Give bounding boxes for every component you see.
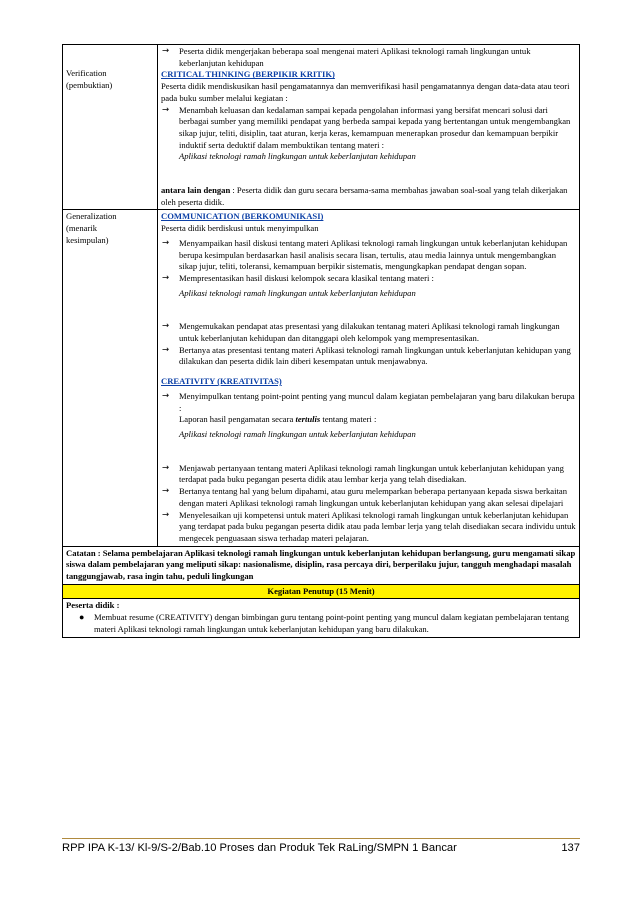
communication-heading: COMMUNICATION (BERKOMUNIKASI) bbox=[161, 211, 324, 222]
list-item bbox=[161, 391, 576, 441]
list-item-text: Mengemukakan pendapat atas presentasi yang dilakukan tentanag materi Aplikasi teknologi ramah lingkungan untuk keberlanjutan kehidupan dan ditanggapi oleh kelompok yang mempresentasikan. bbox=[179, 321, 560, 344]
generalization-label: Generalization (menarik kesimpulan) bbox=[66, 211, 117, 245]
list-item bbox=[161, 273, 576, 285]
peserta-label: Peserta didik : bbox=[66, 600, 120, 611]
topic-text: Aplikasi teknologi ramah lingkungan untuk keberlanjutan kehidupan bbox=[179, 287, 416, 298]
table-row bbox=[63, 584, 580, 599]
verification-content-cell bbox=[158, 45, 580, 210]
lesson-plan-table bbox=[62, 44, 580, 638]
table-row bbox=[63, 546, 580, 584]
topic-text: Aplikasi teknologi ramah lingkungan untuk keberlanjutan kehidupan bbox=[179, 428, 416, 439]
arrow-icon: → bbox=[162, 104, 170, 115]
table-row bbox=[63, 210, 580, 546]
penutup-heading: Kegiatan Penutup (15 Menit) bbox=[63, 584, 580, 599]
list-item bbox=[161, 486, 576, 509]
catatan-note: Catatan : Selama pembelajaran Aplikasi teknologi ramah lingkungan untuk keberlanjutan kehidupan berlangsung, guru mengamati sikap siswa dalam pembelajaran yang meliputi sikap: nasionalisme, disiplin, rasa percaya diri, berperilaku jujur, tangguh menghadapi masalah tanggungjawab, rasa ingin tahu, peduli lingkungan bbox=[63, 546, 580, 584]
arrow-icon: → bbox=[162, 272, 170, 283]
arrow-icon: → bbox=[162, 509, 170, 520]
arrow-icon: → bbox=[162, 237, 170, 248]
list-item bbox=[161, 46, 576, 69]
communication-text: Peserta didik berdiskusi untuk menyimpulkan bbox=[161, 223, 319, 234]
antara-text: antara lain dengan : Peserta didik dan guru secara bersama-sama membahas jawaban soal-soal yang telah dikerjakan oleh peserta didik. bbox=[161, 185, 568, 207]
list-item-text: Bertanya atas presentasi tentang materi Aplikasi teknologi ramah lingkungan untuk keberlanjutan kehidupan yang dilakukan dan peserta didik lain diberi kesempatan untuk menjawabnya. bbox=[179, 344, 571, 367]
list-item-text: Menjawab pertanyaan tentang materi Aplikasi teknologi ramah lingkungan untuk keberlanjutan kehidupan yang terdapat pada buku pegangan peserta didik atau lembar kerja yang telah disediakan. bbox=[179, 462, 564, 485]
list-item bbox=[66, 612, 576, 635]
list-item-text: Menyampaikan hasil diskusi tentang materi Aplikasi teknologi ramah lingkungan untuk keberlanjutan kehidupan berupa kesimpulan berdasarkan hasil analisis secara lisan, tertulis, atau media lainnya untuk mengembangkan sikap jujur, teliti, toleransi, kemampuan berpikir sistematis, mengungkapkan pendapat dengan sopan. bbox=[179, 237, 568, 272]
document-page bbox=[62, 44, 580, 638]
verification-label-cell bbox=[63, 45, 158, 210]
arrow-icon: → bbox=[162, 46, 170, 56]
table-row bbox=[63, 599, 580, 637]
intro-text: Peserta didik mengerjakan beberapa soal mengenai materi Aplikasi teknologi ramah lingkungan untuk keberlanjutan kehidupan bbox=[179, 46, 531, 68]
table-row bbox=[63, 45, 580, 210]
page-number: 137 bbox=[561, 842, 580, 854]
footer-title: RPP IPA K-13/ Kl-9/S-2/Bab.10 Proses dan Produk Tek RaLing/SMPN 1 Bancar bbox=[62, 842, 457, 854]
list-item bbox=[161, 238, 576, 273]
list-item-text: Menambah keluasan dan kedalaman sampai kepada pengolahan informasi yang bersifat mencari solusi dari berbagai sumber yang memiliki pendapat yang berbeda sampai kepada yang bertentangan untuk mengembangkan sikap jujur, teliti, disiplin, taat aturan, kerja keras, kemampuan menerapkan prosedur dan kemampuan berpikir induktif serta deduktif dalam membuktikan tentang materi : bbox=[179, 104, 571, 150]
list-item bbox=[161, 463, 576, 486]
list-item bbox=[161, 510, 576, 545]
topic-text: Aplikasi teknologi ramah lingkungan untuk keberlanjutan kehidupan bbox=[179, 151, 416, 162]
arrow-icon: → bbox=[162, 486, 170, 497]
penutup-content-cell bbox=[63, 599, 580, 637]
list-item bbox=[161, 105, 576, 164]
critical-thinking-heading: CRITICAL THINKING (BERPIKIR KRITIK) bbox=[161, 69, 335, 80]
list-item bbox=[161, 321, 576, 344]
list-item-text: Mempresentasikan hasil diskusi kelompok secara klasikal tentang materi : bbox=[179, 272, 434, 283]
list-item-text: Bertanya tentang hal yang belum dipahami, atau guru melemparkan beberapa pertanyaan kepada siswa berkaitan dengan materi Aplikasi teknologi ramah lingkungan untuk keberlanjutan kehidupan yang akan selesai dipelajari bbox=[179, 486, 567, 508]
arrow-icon: → bbox=[162, 321, 170, 332]
verification-label: Verification (pembuktian) bbox=[66, 68, 113, 90]
arrow-icon: → bbox=[162, 462, 170, 473]
arrow-icon: → bbox=[162, 390, 170, 401]
bullet-icon: ● bbox=[79, 612, 85, 623]
laporan-text: Laporan hasil pengamatan secara tertulis tentang materi : bbox=[179, 414, 377, 425]
generalization-content-cell bbox=[158, 210, 580, 546]
list-item bbox=[161, 345, 576, 368]
page-footer bbox=[62, 838, 580, 854]
creativity-heading: CREATIVITY (KREATIVITAS) bbox=[161, 376, 282, 387]
list-item-text: Menyelesaikan uji kompetensi untuk materi Aplikasi teknologi ramah lingkungan untuk keberlanjutan kehidupan yang terdapat pada buku pegangan peserta didik atau pada lembar lerja yang telah disediakan secara individu untuk mengecek penguasaan siswa terhadap materi pelajaran. bbox=[179, 509, 576, 543]
list-item-text: Menyimpulkan tentang point-point penting yang muncul dalam kegiatan pembelajaran yang baru dilakukan berupa : bbox=[179, 390, 575, 413]
list-item-text: Membuat resume (CREATIVITY) dengan bimbingan guru tentang point-point penting yang muncul dalam kegiatan pembelajaran tentang materi Aplikasi teknologi ramah lingkungan untuk keberlanjutan kehidupan yang baru dilakukan. bbox=[94, 612, 569, 634]
arrow-icon: → bbox=[162, 344, 170, 355]
generalization-label-cell bbox=[63, 210, 158, 546]
critical-thinking-text: Peserta didik mendiskusikan hasil pengamatannya dan memverifikasi hasil pengamatannya dengan data-data atau teori pada buku sumber melalui kegiatan : bbox=[161, 81, 570, 103]
